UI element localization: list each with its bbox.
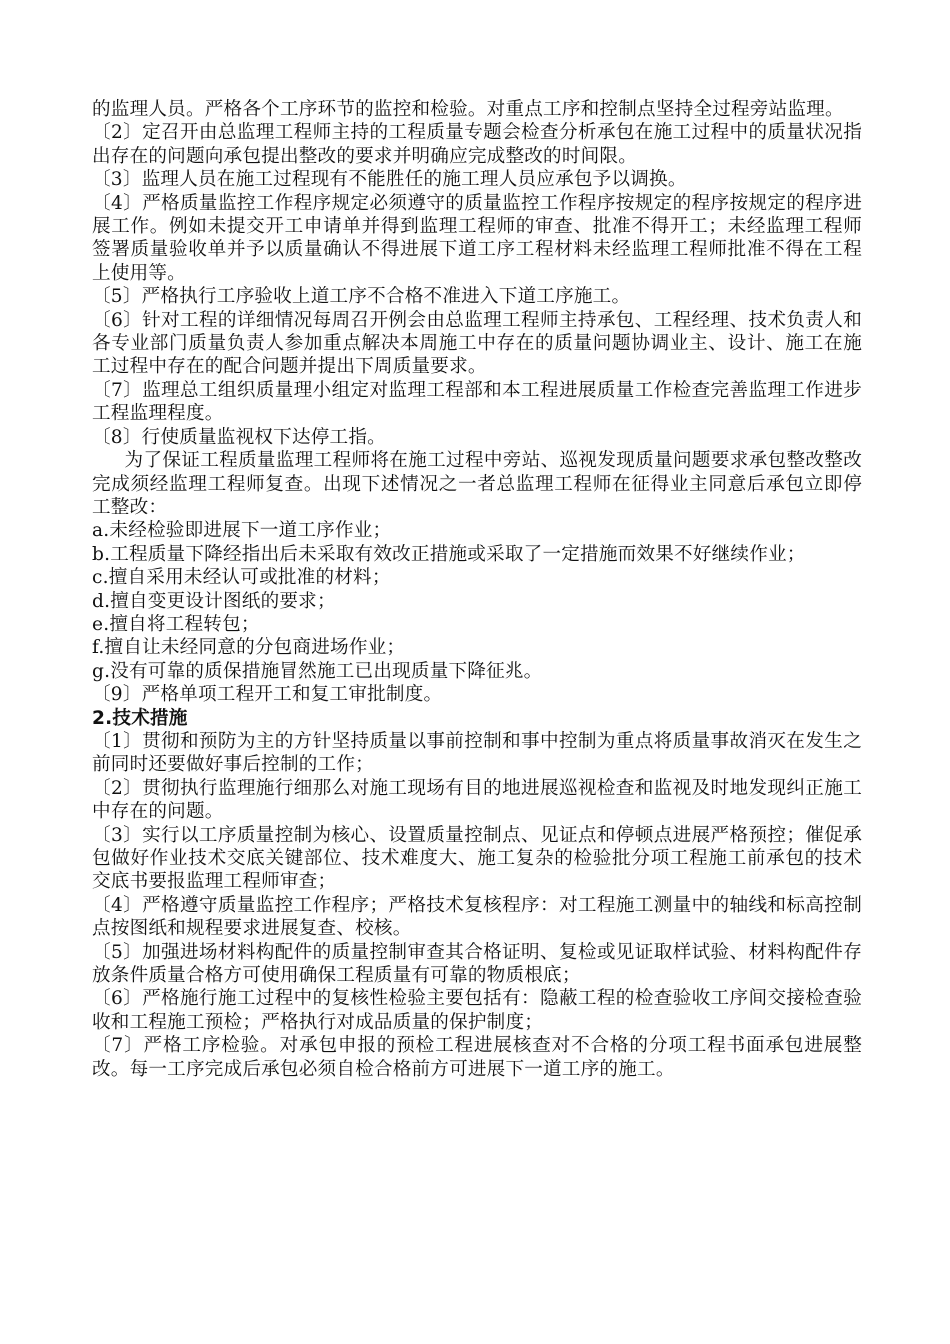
tech-item-1: 〔1〕贯彻和预防为主的方针坚持质量以事前控制和事中控制为重点将质量事故消灭在发生之前同时还要做好事后控制的工作； (92, 730, 862, 776)
tech-item-6: 〔6〕严格施行施工过程中的复核性检验主要包括有：隐蔽工程的检查验收工序间交接检查验收和工程施工预检；严格执行对成品质量的保护制度； (92, 988, 862, 1033)
list-item-d: d.擅自变更设计图纸的要求； (92, 590, 336, 612)
list-item-e: e.擅自将工程转包； (92, 613, 260, 635)
paragraph-item-4: 〔4〕严格质量监控工作程序规定必须遵守的质量监控工作程序按规定的程序按规定的程序进展工作。例如未提交开工申请单并得到监理工程师的审查、批准不得开工；未经监理工程师签署质量验收单并予以质量确认不得进展下道工序工程材料未经监理工程师批准不得在工程上使用等。 (92, 192, 862, 284)
list-item-g: g.没有可靠的质保措施冒然施工已出现质量下降征兆。 (92, 660, 543, 682)
paragraph-item-2: 〔2〕定召开由总监理工程师主持的工程质量专题会检查分析承包在施工过程中的质量状况指出存在的问题向承包提出整改的要求并明确应完成整改的时间限。 (92, 122, 862, 167)
paragraph-continuation: 的监理人员。严格各个工序环节的监控和检验。对重点工序和控制点坚持全过程旁站监理。 (92, 99, 844, 120)
paragraph-item-7: 〔7〕监理总工组织质量理小组定对监理工程部和本工程进展质量工作检查完善监理工作进步工程监理程度。 (92, 379, 862, 425)
tech-item-7: 〔7〕严格工序检验。对承包申报的预检工程进展核查对不合格的分项工程书面承包进展整改。每一工序完成后承包必须自检合格前方可进展下一道工序的施工。 (92, 1035, 862, 1080)
document-body (92, 98, 862, 1081)
list-item-a: a.未经检验即进展下一道工序作业； (92, 520, 392, 542)
list-item-c: c.擅自采用未经认可或批准的材料； (92, 567, 391, 589)
tech-item-4: 〔4〕严格遵守质量监控工作程序；严格技术复核程序：对工程施工测量中的轴线和标高控制点按图纸和规程要求进展复查、校核。 (92, 894, 862, 940)
paragraph-item-8: 〔8〕行使质量监视权下达停工指。 (92, 426, 386, 448)
list-item-b: b.工程质量下降经指出后未采取有效改正措施或采取了一定措施而效果不好继续作业； (92, 543, 806, 565)
section-heading-technical-measures: 2.技术措施 (92, 707, 188, 729)
paragraph-item-5: 〔5〕严格执行工序验收上道工序不合格不准进入下道工序施工。 (92, 286, 631, 308)
paragraph-item-6: 〔6〕针对工程的详细情况每周召开例会由总监理工程师主持承包、工程经理、技术负责人和各专业部门质量负责人参加重点解决本周施工中存在的质量问题协调业主、设计、施工在施工过程中存在的配合问题并提出下周质量要求。 (92, 309, 862, 378)
tech-item-2: 〔2〕贯彻执行监理施行细那么对施工现场有目的地进展巡视检查和监视及时地发现纠正施工中存在的问题。 (92, 777, 862, 823)
list-item-f: f.擅自让未经同意的分包商进场作业； (92, 637, 406, 659)
paragraph-stop-work-intro: 为了保证工程质量监理工程师将在施工过程中旁站、巡视发现质量问题要求承包整改整改完成须经监理工程师复查。出现下述情况之一者总监理工程师在征得业主同意后承包立即停工整改： (92, 450, 862, 518)
paragraph-item-9: 〔9〕严格单项工程开工和复工审批制度。 (92, 684, 443, 706)
paragraph-item-3: 〔3〕监理人员在施工过程现有不能胜任的施工理人员应承包予以调换。 (92, 169, 687, 191)
tech-item-3: 〔3〕实行以工序质量控制为核心、设置质量控制点、见证点和停顿点进展严格预控；催促承包做好作业技术交底关键部位、技术难度大、施工复杂的检验批分项工程施工前承包的技术交底书要报监理工程师审查； (92, 824, 862, 893)
tech-item-5: 〔5〕加强进场材料构配件的质量控制审查其合格证明、复检或见证取样试验、材料构配件存放条件质量合格方可使用确保工程质量有可靠的物质根底； (92, 941, 862, 987)
